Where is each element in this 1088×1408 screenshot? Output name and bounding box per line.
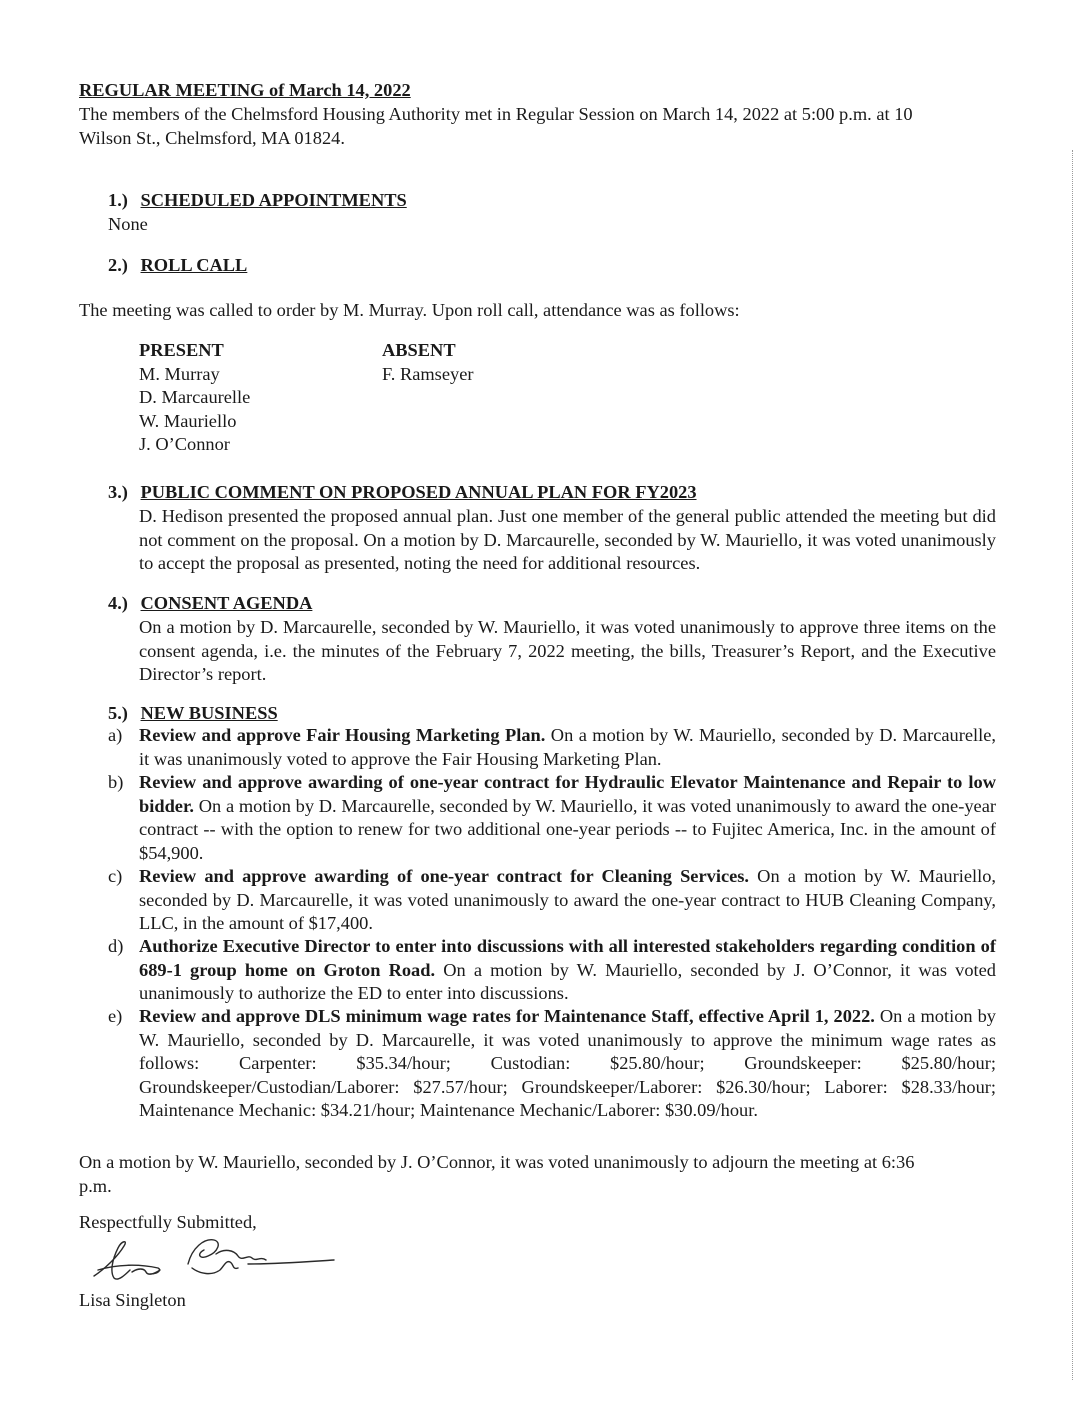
item-text: On a motion by W. Mauriello, seconded by D. Marcaurelle, it was voted unanimously to award the one-year contract to HUB Cleaning Company, LLC, in the amount of $17,400. bbox=[139, 866, 997, 933]
item-title: Review and approve DLS minimum wage rates for Maintenance Staff, effective April 1, 2022. bbox=[139, 1006, 875, 1026]
new-business-item-c bbox=[108, 865, 996, 936]
item-title: Review and approve awarding of one-year contract for Hydraulic Elevator Maintenance and Repair to low bidder. bbox=[139, 772, 996, 816]
present-column bbox=[139, 339, 250, 457]
section-5-title: NEW BUSINESS bbox=[140, 703, 278, 723]
section-4-body: On a motion by D. Marcaurelle, seconded by W. Mauriello, it was voted unanimously to approve three items on the consent agenda, i.e. the minutes of the February 7, 2022 meeting, the bills, Treasurer’s Report, and the Executive Director’s report. bbox=[139, 617, 996, 684]
new-business-item-e bbox=[108, 1005, 996, 1123]
item-label: a) bbox=[108, 725, 123, 745]
section-3-number: 3.) bbox=[108, 482, 128, 502]
present-member: W. Mauriello bbox=[139, 410, 237, 431]
section-1-title: SCHEDULED APPOINTMENTS bbox=[140, 190, 407, 210]
section-1-body: None bbox=[108, 214, 148, 234]
present-member: M. Murray bbox=[139, 363, 220, 384]
adjournment-line2: p.m. bbox=[79, 1175, 112, 1196]
section-1-number: 1.) bbox=[108, 190, 128, 210]
absent-member: F. Ramseyer bbox=[382, 363, 474, 384]
new-business-item-a bbox=[108, 724, 996, 771]
absent-column bbox=[382, 339, 474, 386]
item-text: On a motion by W. Mauriello, seconded by J. O’Connor, it was voted unanimously to authorize the ED to enter into discussions. bbox=[139, 959, 996, 1003]
section-3-title: PUBLIC COMMENT ON PROPOSED ANNUAL PLAN FOR FY2023 bbox=[140, 482, 697, 502]
section-2-heading bbox=[108, 254, 247, 278]
new-business-item-b bbox=[108, 771, 996, 865]
item-label: c) bbox=[108, 866, 123, 886]
respectfully-submitted: Respectfully Submitted, bbox=[79, 1212, 257, 1232]
signature-image bbox=[88, 1234, 338, 1290]
section-5-heading bbox=[108, 702, 278, 726]
item-label: d) bbox=[108, 936, 124, 956]
meeting-title bbox=[79, 79, 411, 103]
section-4-title: CONSENT AGENDA bbox=[140, 593, 313, 613]
section-4-number: 4.) bbox=[108, 593, 128, 613]
meeting-intro-line2: Wilson St., Chelmsford, MA 01824. bbox=[79, 127, 345, 148]
present-member: J. O’Connor bbox=[139, 434, 230, 454]
signer-name: Lisa Singleton bbox=[79, 1290, 186, 1310]
meeting-intro bbox=[79, 103, 999, 150]
section-3-heading bbox=[108, 481, 697, 505]
absent-label: ABSENT bbox=[382, 340, 456, 360]
item-title: Review and approve Fair Housing Marketing Plan. bbox=[139, 725, 546, 745]
roll-call-intro: The meeting was called to order by M. Murray. Upon roll call, attendance was as follows: bbox=[79, 300, 740, 320]
meeting-intro-line1: The members of the Chelmsford Housing Authority met in Regular Session on March 14, 2022 at 5:00 p.m. at 10 bbox=[79, 104, 913, 124]
item-text: On a motion by D. Marcaurelle, seconded by W. Mauriello, it was voted unanimously to award the one-year contract -- with the option to renew for two additional one-year periods -- to Fujitec America, Inc. in the amount of $54,900. bbox=[139, 795, 996, 863]
section-1-heading bbox=[108, 189, 407, 213]
item-label: b) bbox=[108, 772, 124, 792]
scan-edge-divider bbox=[1072, 150, 1073, 1380]
section-5-number: 5.) bbox=[108, 703, 128, 723]
item-text: On a motion by W. Mauriello, seconded by D. Marcaurelle, it was voted unanimously to approve the minimum wage rates as follows: Carpenter: $35.34/hour; Custodian: $25.80/hour; Groundskeeper: $25.80/hour; Groundskeeper/Custodian/Laborer: $27.57/hour; Groundskeeper/Laborer: $26.30/hour; Laborer: $28.33/hour; Maintenance Mechanic: $34.21/hour; Maintenance Mechanic/Laborer: $30.09/hour. bbox=[139, 1006, 996, 1120]
item-label: e) bbox=[108, 1006, 123, 1026]
adjournment-line1: On a motion by W. Mauriello, seconded by J. O’Connor, it was voted unanimously to adjourn the meeting at 6:36 bbox=[79, 1152, 915, 1172]
section-2-number: 2.) bbox=[108, 255, 128, 275]
section-2-title: ROLL CALL bbox=[140, 255, 248, 275]
present-member: D. Marcaurelle bbox=[139, 387, 251, 407]
item-text: On a motion by W. Mauriello, seconded by D. Marcaurelle, it was unanimously voted to approve the Fair Housing Marketing Plan. bbox=[139, 725, 996, 769]
adjournment-paragraph bbox=[79, 1151, 999, 1198]
item-title: Review and approve awarding of one-year contract for Cleaning Services. bbox=[139, 866, 750, 886]
section-4-heading bbox=[108, 592, 312, 616]
present-label: PRESENT bbox=[139, 340, 224, 360]
section-3-body: D. Hedison presented the proposed annual plan. Just one member of the general public attended the meeting but did not comment on the proposal. On a motion by D. Marcaurelle, seconded by W. Mauriello, it was voted unanimously to accept the proposal as presented, noting the need for additional resources. bbox=[139, 506, 996, 573]
meeting-title-text: REGULAR MEETING of March 14, 2022 bbox=[79, 80, 411, 100]
new-business-item-d bbox=[108, 935, 996, 1006]
item-title: Authorize Executive Director to enter into discussions with all interested stakeholders regarding condition of 689-1 group home on Groton Road. bbox=[139, 936, 996, 980]
